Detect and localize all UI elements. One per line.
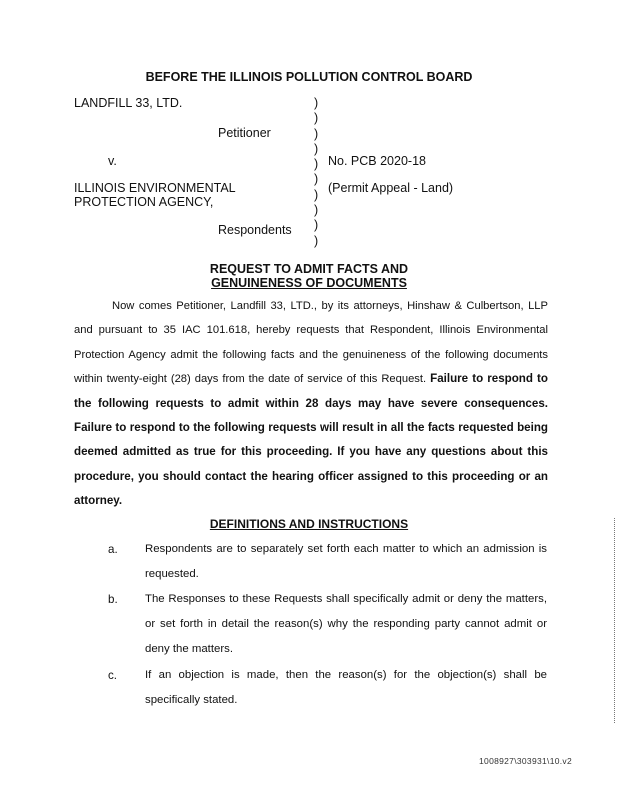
paren: ) [314,233,319,248]
item-letter-b: b. [108,593,118,606]
document-title [0,262,618,290]
case-number: No. PCB 2020-18 [328,154,426,168]
paren: ) [314,111,319,126]
item-text-b: The Responses to these Requests shall specifically admit or deny the matters, or set forth in detail the reason(s) why the responding party cannot admit or deny the matters. [145,593,547,655]
respondent-name-line2: PROTECTION AGENCY, [74,195,214,209]
item-text-a: Respondents are to separately set forth each matter to which an admission is requested. [145,543,547,580]
paren: ) [314,141,319,156]
paren: ) [314,96,319,110]
petitioner-name: LANDFILL 33, LTD. [74,96,183,110]
footer-document-code: 1008927\303931\10.v2 [479,756,572,766]
court-heading: BEFORE THE ILLINOIS POLLUTION CONTROL BOARD [145,70,473,84]
item-letter-a: a. [108,543,118,556]
versus-label: v. [108,154,117,168]
caption-divider [314,96,318,249]
item-text-c: If an objection is made, then the reason(s) for the objection(s) shall be specifically stated. [145,669,547,706]
item-letter-c: c. [108,669,118,682]
definitions-title: DEFINITIONS AND INSTRUCTIONS [209,517,409,531]
paren: ) [314,157,319,172]
paren: ) [314,126,319,141]
document-title-line1: REQUEST TO ADMIT FACTS AND [209,262,409,276]
respondent-role: Respondents [218,223,292,237]
paren: ) [314,203,319,218]
paren: ) [314,172,319,187]
paren: ) [314,187,319,202]
intro-warning-text: Failure to respond to the following requests to admit within 28 days may have severe consequences. Failure to respond to the following requests will result in all the facts requested being deemed admitted as true for this proceeding. If you have any questions about this procedure, you should contact the hearing officer assigned to this proceeding or an attorney. [74,372,548,508]
margin-scan-marks [614,518,618,723]
paren: ) [314,218,319,233]
respondent-name-line1: ILLINOIS ENVIRONMENTAL [74,181,236,195]
case-type: (Permit Appeal - Land) [328,181,454,195]
document-title-line2: GENUINENESS OF DOCUMENTS [211,276,407,290]
intro-paragraph [74,294,548,514]
intro-text: Now comes Petitioner, Landfill 33, LTD., by its attorneys, Hinshaw & Culbertson, LLP and pursuant to 35 IAC 101.618, hereby requests that Respondent, Illinois Environmental Protection Agency admit the following facts and the genuineness of the following documents within twenty-eight (28) days from the date of service of this Request. [74,300,548,386]
petitioner-role: Petitioner [218,126,271,140]
